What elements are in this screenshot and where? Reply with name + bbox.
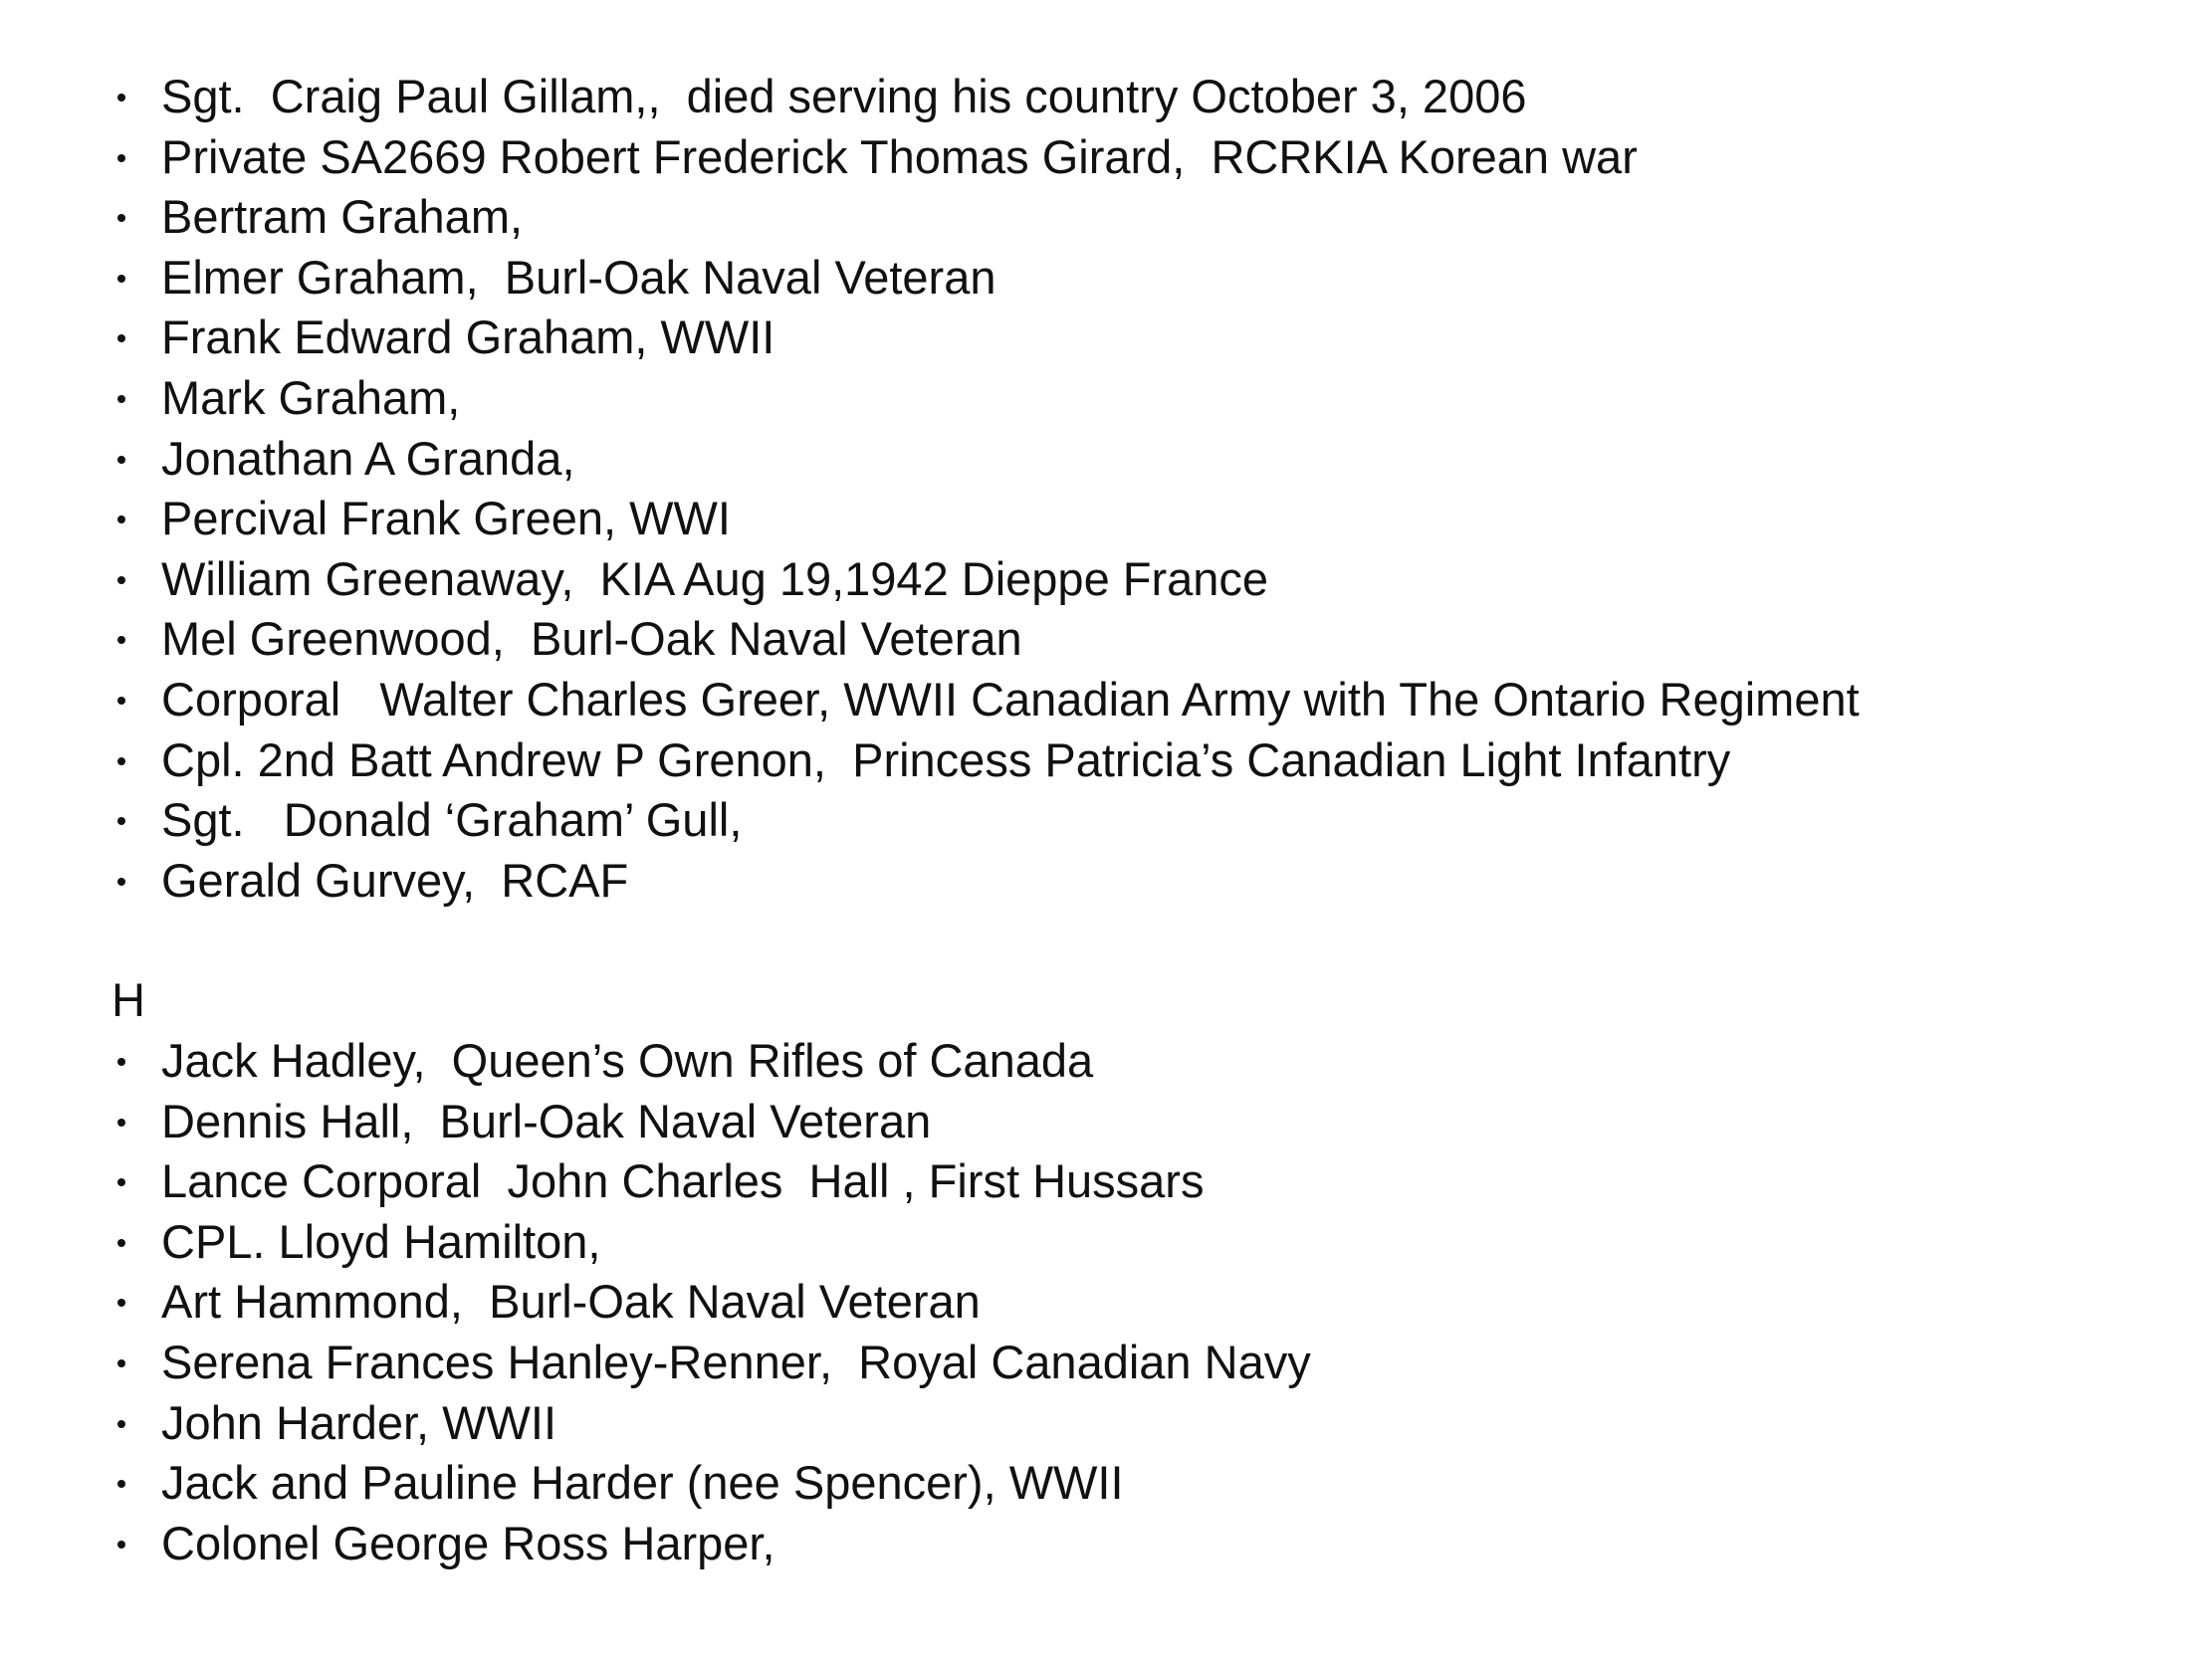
list-item: [111, 670, 1860, 730]
entry-text: Jonathan A Granda,: [161, 431, 575, 485]
entry-text: William Greenaway, KIA Aug 19,1942 Dieppe France: [161, 551, 1269, 605]
entry-text: Gerald Gurvey, RCAF: [161, 853, 629, 907]
entry-text: Percival Frank Green, WWI: [161, 492, 731, 545]
section-heading-h: H: [111, 973, 145, 1026]
bullet-icon: [117, 1178, 125, 1186]
entry-text: Bertram Graham,: [161, 190, 524, 244]
list-item: [111, 127, 1860, 188]
list-item: [111, 1031, 1311, 1092]
list-item: [111, 1151, 1311, 1212]
bullet-icon: [117, 1058, 125, 1066]
bullet-icon: [117, 757, 125, 765]
list-item: [111, 429, 1860, 490]
entry-text: Lance Corporal John Charles Hall , First Hussars: [161, 1154, 1205, 1208]
entry-text: Dennis Hall, Burl-Oak Naval Veteran: [161, 1094, 932, 1147]
bullet-icon: [117, 154, 125, 162]
list-item: [111, 1212, 1311, 1273]
list-item: [111, 489, 1860, 549]
list-item: [111, 308, 1860, 368]
list-item: [111, 187, 1860, 248]
bullet-icon: [117, 636, 125, 644]
list-item: [111, 1333, 1311, 1393]
entry-text: Serena Frances Hanley-Renner, Royal Canadian Navy: [161, 1335, 1311, 1388]
list-item: [111, 1393, 1311, 1454]
bullet-icon: [117, 1299, 125, 1307]
bullet-icon: [117, 94, 125, 102]
bullet-icon: [117, 817, 125, 825]
bullet-icon: [117, 576, 125, 584]
entry-text: Mark Graham,: [161, 370, 461, 424]
entry-text: Frank Edward Graham, WWII: [161, 311, 775, 364]
entry-text: Mel Greenwood, Burl-Oak Naval Veteran: [161, 612, 1022, 666]
entry-text: Colonel George Ross Harper,: [161, 1516, 775, 1569]
list-item: [111, 609, 1860, 670]
list-item: [111, 368, 1860, 429]
entry-text: Elmer Graham, Burl-Oak Naval Veteran: [161, 250, 996, 304]
bullet-icon: [117, 275, 125, 283]
list-item: [111, 730, 1860, 791]
bullet-icon: [117, 1119, 125, 1127]
list-item: [111, 851, 1860, 912]
list-item: [111, 67, 1860, 127]
bullet-icon: [117, 1359, 125, 1367]
entry-text: Jack Hadley, Queen’s Own Rifles of Canada: [161, 1034, 1094, 1087]
entry-text: John Harder, WWII: [161, 1395, 556, 1449]
bullet-icon: [117, 1239, 125, 1247]
bullet-icon: [117, 214, 125, 222]
bullet-icon: [117, 1480, 125, 1488]
entry-text: Jack and Pauline Harder (nee Spencer), WWII: [161, 1456, 1124, 1510]
entry-text: Corporal Walter Charles Greer, WWII Canadian Army with The Ontario Regiment: [161, 672, 1860, 726]
list-item: [111, 549, 1860, 610]
entry-text: Art Hammond, Burl-Oak Naval Veteran: [161, 1275, 981, 1329]
list-item: [111, 1514, 1311, 1574]
names-list-g: [111, 67, 1860, 911]
list-item: [111, 1453, 1311, 1514]
bullet-icon: [117, 878, 125, 886]
list-item: [111, 790, 1860, 851]
bullet-icon: [117, 516, 125, 523]
list-item: [111, 1092, 1311, 1152]
bullet-icon: [117, 1420, 125, 1428]
list-item: [111, 248, 1860, 309]
entry-text: Sgt. Donald ‘Graham’ Gull,: [161, 793, 743, 847]
entry-text: Private SA2669 Robert Frederick Thomas Girard, RCRKIA Korean war: [161, 129, 1638, 183]
entry-text: CPL. Lloyd Hamilton,: [161, 1214, 601, 1268]
bullet-icon: [117, 456, 125, 464]
entry-text: Cpl. 2nd Batt Andrew P Grenon, Princess Patricia’s Canadian Light Infantry: [161, 732, 1731, 786]
names-list-h: [111, 1031, 1311, 1573]
list-item: [111, 1272, 1311, 1333]
bullet-icon: [117, 395, 125, 403]
bullet-icon: [117, 334, 125, 342]
bullet-icon: [117, 697, 125, 705]
bullet-icon: [117, 1541, 125, 1549]
entry-text: Sgt. Craig Paul Gillam,, died serving his country October 3, 2006: [161, 70, 1527, 122]
